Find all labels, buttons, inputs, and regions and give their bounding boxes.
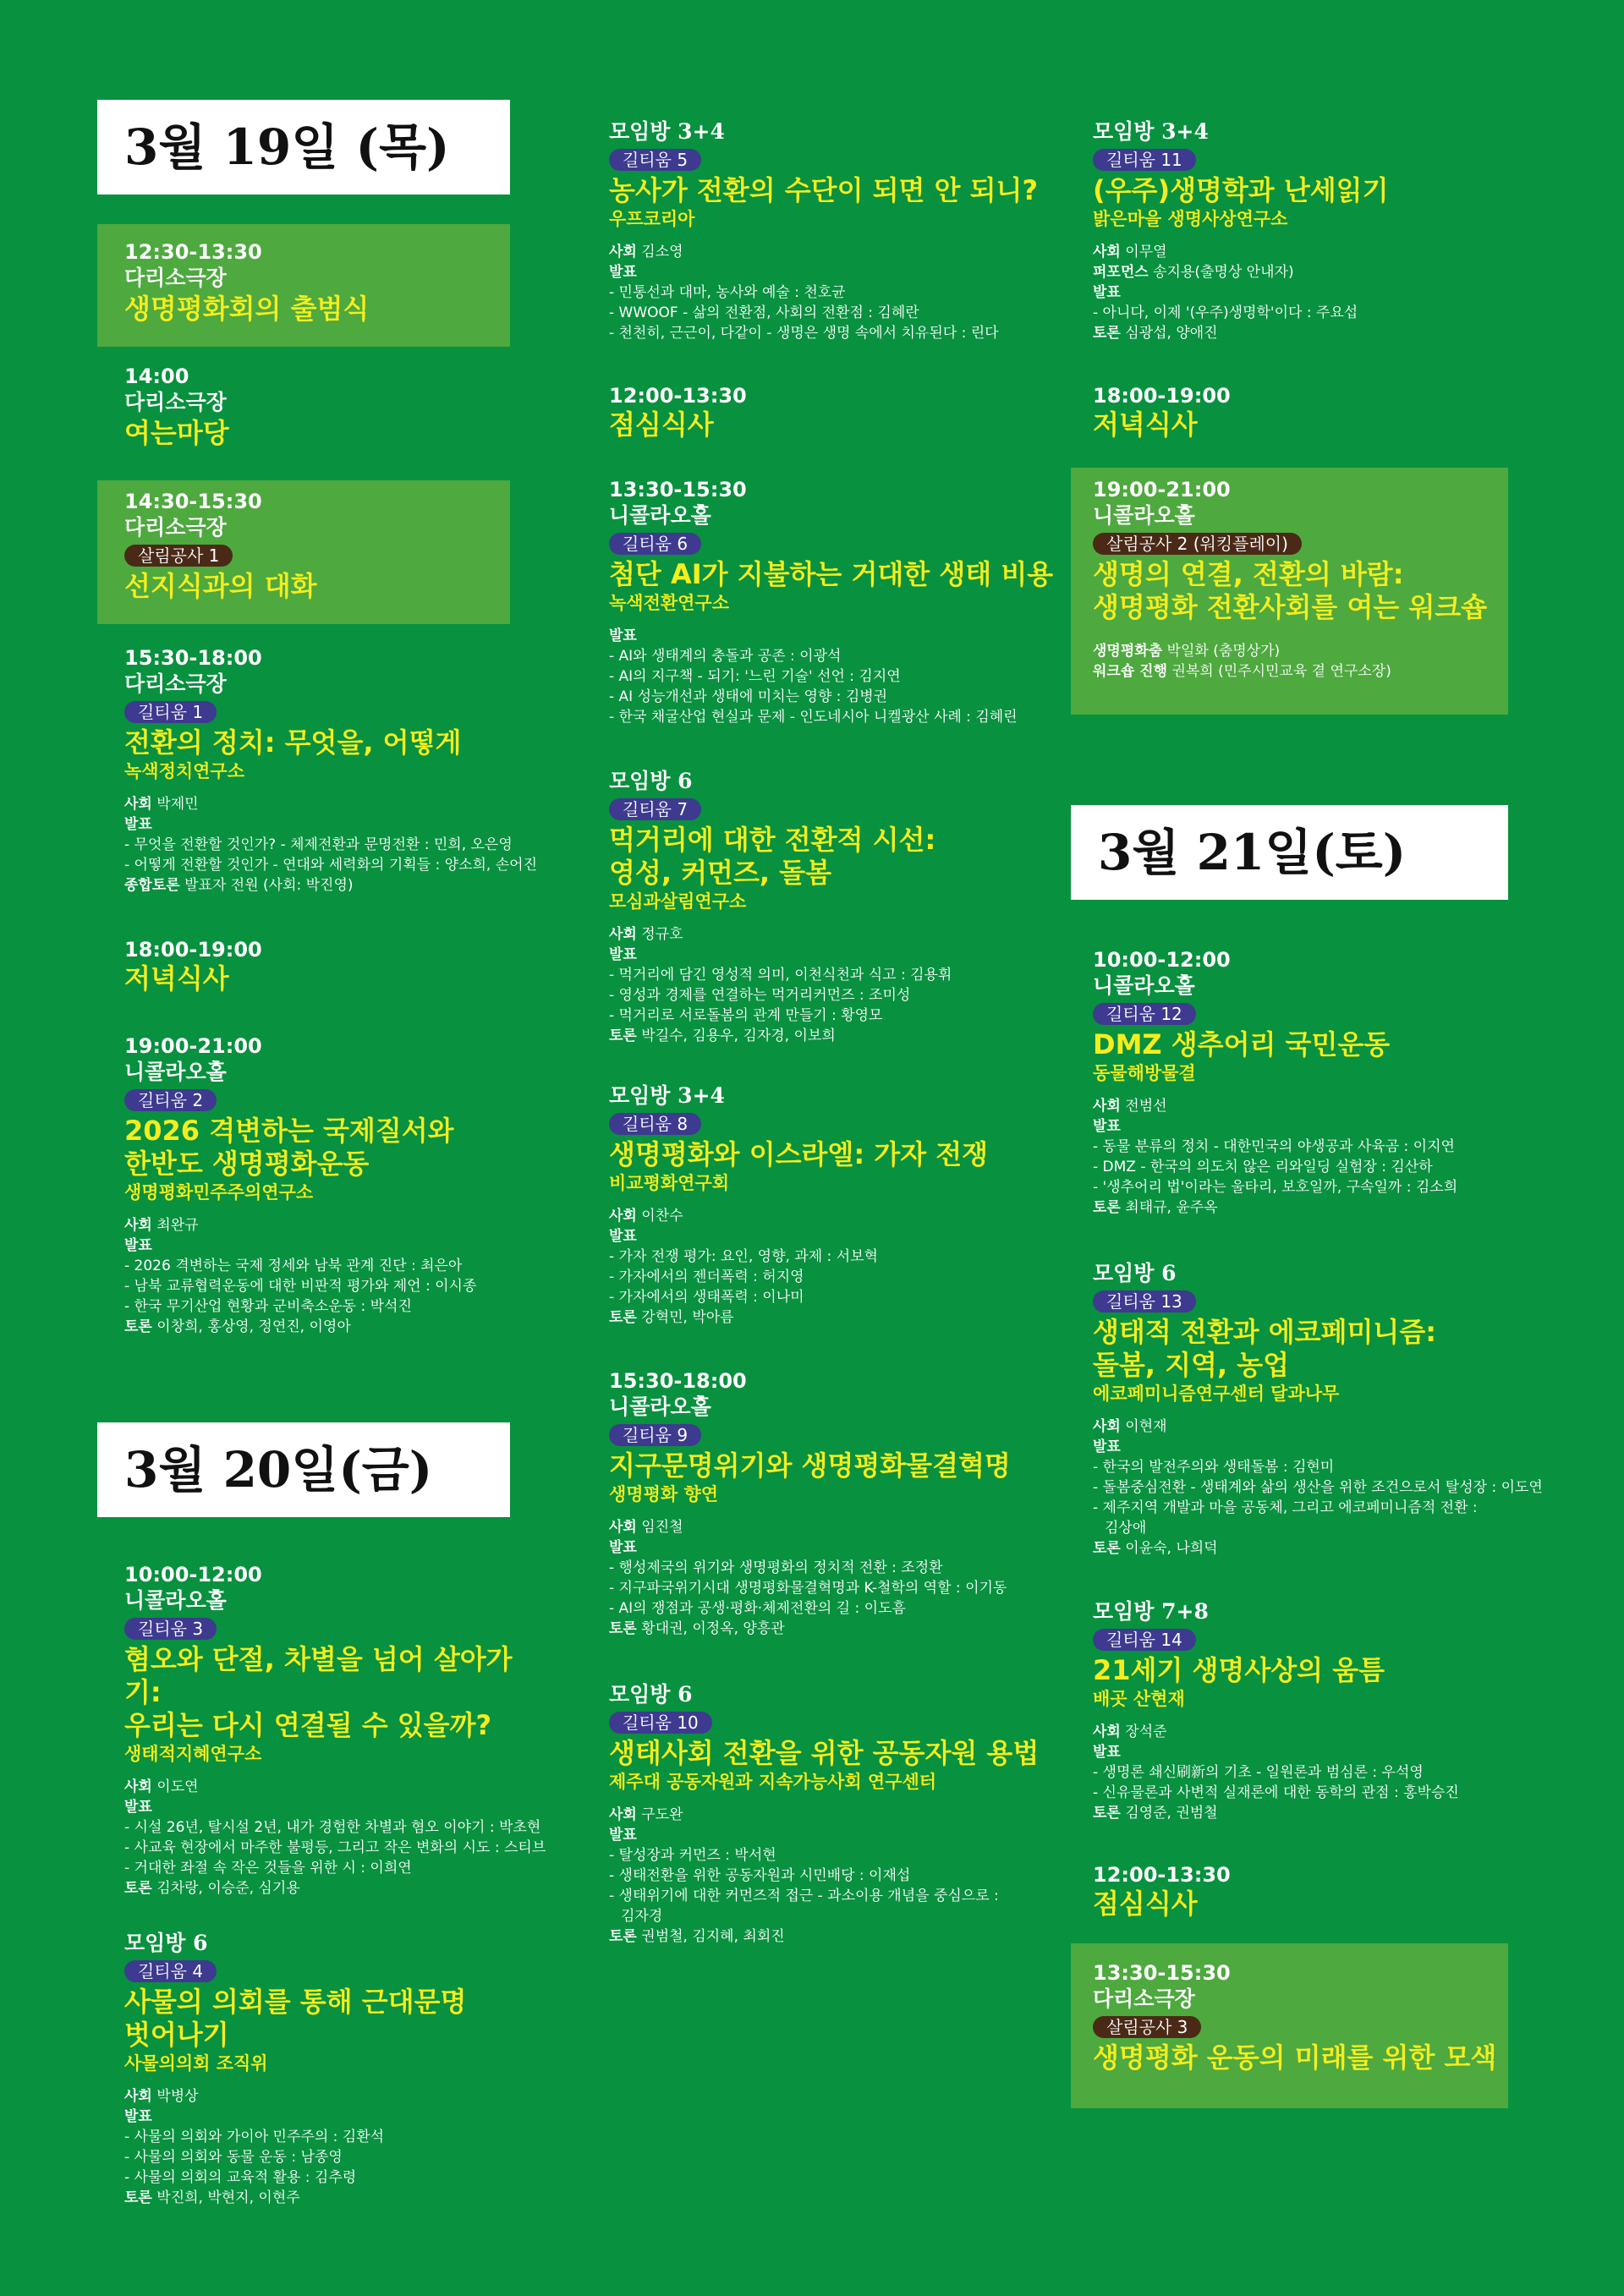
session-gilteum-1 [124,645,537,896]
session-organizer: 생명평화 향연 [609,1483,719,1504]
presentation-item: - 사물의 의회와 동물 운동 : 남종영 [124,2148,343,2166]
session-lunch-day3 [1093,1862,1499,1921]
discussion-label: 토론 [124,1318,152,1335]
discussion-label: 토론 [124,1879,152,1897]
presentation-item: 김상애 [1105,1519,1147,1537]
session-details [1093,1417,1543,1559]
session-title: 점심식사 [1093,1888,1198,1920]
session-title: 벗어나기 [124,2018,229,2051]
session-organizer: 밝은마을 생명사상연구소 [1093,208,1288,229]
track-badge: 길티움 9 [609,1424,701,1446]
presentation-item: - 생태위기에 대한 커먼즈적 접근 - 과소이용 개념을 중심으로 : [609,1887,999,1904]
track-badge: 길티움 2 [124,1089,217,1111]
host-label: 사회 [609,243,637,260]
session-salim-2 [1093,477,1499,682]
session-time: 12:30-13:30 [124,240,262,264]
session-time: 19:00-21:00 [124,1034,262,1058]
presentation-item: - 천천히, 근근이, 다같이 - 생명은 생명 속에서 치유된다 : 린다 [609,324,999,342]
performer: 송지용(출명상 안내자) [1153,263,1294,281]
presentation-item: - 사물의 의회와 가이아 민주주의 : 김환석 [124,2128,385,2145]
session-title: 21세기 생명사상의 움틈 [1093,1653,1385,1686]
session-venue: 니콜라오홀 [124,1060,227,1084]
session-organizer: 사물의의회 조직위 [124,2052,268,2074]
session-gilteum-3 [124,1562,546,1899]
presentation-item: - 사물의 의회의 교육적 활용 : 김추령 [124,2168,357,2186]
session-opening-madang [124,364,497,450]
session-gilteum-11 [1093,118,1516,343]
session-organizer: 우프코리아 [609,208,695,229]
session-venue: 니콜라오홀 [124,1588,227,1613]
presentation-item: - AI 성능개선과 생태에 미치는 영향 : 김병권 [609,688,888,705]
session-time: 18:00-19:00 [1093,384,1231,408]
session-details [609,924,1066,1046]
presentation-item: - 생태전환을 위한 공동자원과 시민배당 : 이재섭 [609,1866,911,1884]
discussants: 심광섭, 양애진 [1125,324,1218,342]
session-title: 2026 격변하는 국제질서와 [124,1114,454,1147]
host: 박병상 [156,2087,199,2105]
session-organizer: 생명평화민주주의연구소 [124,1181,314,1203]
discussion-label: 토론 [609,1027,637,1044]
discussion-label: 토론 [609,1927,637,1945]
discussants: 박진희, 박현지, 이현주 [156,2189,300,2206]
discussion-label: 토론 [1093,1198,1121,1216]
leader: 박일화 (춤명상가) [1166,642,1281,660]
discussants: 김차랑, 이승준, 심기용 [156,1879,300,1897]
discussants: 권범철, 김지혜, 최회진 [641,1927,785,1945]
session-gilteum-6 [609,477,1070,727]
presentation-item: - '생추어리 법'이라는 울타리, 보호일까, 구속일까 : 김소희 [1093,1178,1458,1196]
presentation-item: - 한국 채굴산업 현실과 문제 - 인도네시아 니켈광산 사례 : 김혜린 [609,708,1018,726]
host-label: 사회 [1093,1417,1121,1435]
session-title: 먹거리에 대한 전환적 시선: [609,823,936,856]
presentation-item: - 한국 무기산업 현황과 군비축소운동 : 박석진 [124,1297,412,1315]
host-label: 사회 [124,1216,152,1234]
host: 장석준 [1125,1723,1167,1740]
discussants: 이창희, 홍상영, 정연진, 이영아 [156,1318,351,1335]
discussants: 강혁민, 박아름 [641,1308,734,1326]
session-salim-1 [124,489,497,603]
presentation-item: - 탈성장과 커먼즈 : 박서현 [609,1846,776,1864]
host-label: 사회 [1093,243,1121,260]
session-venue: 모임방 6 [124,1931,208,1955]
host: 전범선 [1125,1097,1167,1115]
session-gilteum-4 [124,1930,530,2208]
presentation-item: - 가자 전쟁 평가: 요인, 영향, 과제 : 서보혁 [609,1247,878,1265]
host-label: 사회 [124,1778,152,1795]
presentation-item: - 무엇을 전환할 것인가? - 체제전환과 문명전환 : 민희, 오은영 [124,836,513,853]
session-venue: 모임방 3+4 [609,1083,725,1108]
session-time: 10:00-12:00 [1093,948,1231,972]
session-time: 14:30-15:30 [124,490,262,513]
discussants: 이윤숙, 나희덕 [1125,1539,1218,1557]
session-gilteum-10 [609,1681,1070,1947]
discussion-label: 토론 [1093,324,1121,342]
discussants: 최태규, 윤주옥 [1125,1198,1218,1216]
session-title: 생명평화 운동의 미래를 위한 모색 [1093,2041,1497,2074]
host-label: 사회 [124,2087,152,2105]
presentation-item: - 영성과 경제를 연결하는 먹거리커먼즈 : 조미성 [609,986,911,1004]
presentation-item: - 돌봄중심전환 - 생태계와 삶의 생산을 위한 조건으로서 탈성장 : 이도연 [1093,1478,1543,1496]
session-time: 15:30-18:00 [124,646,262,670]
presentation-label: 발표 [1093,283,1121,301]
discussion-label: 토론 [609,1308,637,1326]
presentation-item: - DMZ - 한국의 의도치 않은 리와일딩 실험장 : 김산하 [1093,1158,1433,1175]
presentation-item: - 신유물론과 사변적 실재론에 대한 동학의 관점 : 홍박승진 [1093,1784,1459,1801]
presentation-item: - 아니다, 이제 '(우주)생명학'이다 : 주요섭 [1093,304,1358,321]
session-time: 12:00-13:30 [609,384,747,408]
session-gilteum-9 [609,1368,1070,1639]
session-venue: 니콜라오홀 [1093,973,1195,998]
session-dinner-day1 [124,937,497,995]
session-organizer: 녹색전환연구소 [609,592,730,613]
session-venue: 다리소극장 [124,671,227,696]
session-title: 생명의 연결, 전환의 바람: [1093,557,1404,590]
session-title: 여는마당 [124,416,229,449]
presentation-label: 발표 [124,815,152,833]
session-venue: 모임방 6 [609,1682,693,1707]
session-salim-3 [1093,1960,1499,2074]
presentation-label: 발표 [609,1826,637,1844]
session-organizer: 생태적지혜연구소 [124,1743,262,1764]
performance-label: 퍼포먼스 [1093,263,1149,281]
host-label: 사회 [609,1207,637,1225]
leader-label: 생명평화춤 [1093,642,1163,660]
session-organizer: 녹색정치연구소 [124,760,245,781]
session-gilteum-5 [609,118,1066,343]
session-details [1093,1096,1516,1218]
track-badge: 길티움 14 [1093,1629,1196,1651]
track-badge: 살림공사 1 [124,545,233,567]
presentation-item: - 한국의 발전주의와 생태돌봄 : 김현미 [1093,1458,1335,1476]
discussion-label: 토론 [1093,1804,1121,1822]
session-gilteum-2 [124,1033,530,1337]
session-title: 사물의 의회를 통해 근대문명 [124,1985,467,2018]
host: 박제민 [156,795,199,813]
session-details [124,794,537,896]
track-badge: 길티움 10 [609,1712,712,1734]
session-time: 10:00-12:00 [124,1563,262,1586]
session-title: 우리는 다시 연결될 수 있을까? [124,1708,492,1741]
session-time: 15:30-18:00 [609,1369,747,1393]
presentation-item: 김자경 [621,1907,663,1925]
track-badge: 길티움 11 [1093,149,1196,171]
session-lunch-day2 [609,383,1049,441]
presentation-label: 발표 [609,1538,637,1556]
host-label: 사회 [609,925,637,943]
session-title: 혐오와 단절, 차별을 넘어 살아가기: [124,1642,513,1708]
session-title: 생명평화회의 출범식 [124,292,370,325]
session-gilteum-12 [1093,947,1516,1218]
track-badge: 길티움 4 [124,1960,217,1982]
presentation-item: - 거대한 좌절 속 작은 것들을 위한 시 : 이희연 [124,1859,412,1877]
track-badge: 길티움 6 [609,533,701,555]
discussion-label: 토론 [1093,1539,1121,1557]
session-title: 농사가 전환의 수단이 되면 안 되니? [609,173,1039,206]
host: 임진철 [641,1518,683,1536]
presentation-label: 발표 [609,945,637,963]
session-gilteum-8 [609,1082,1066,1328]
session-title: DMZ 생추어리 국민운동 [1093,1027,1391,1060]
session-venue: 니콜라오홀 [609,503,711,528]
session-details [609,242,1066,343]
presentation-item: - 가자에서의 젠더폭력 : 허지영 [609,1268,804,1285]
session-details [609,1517,1070,1639]
discussion-label: 토론 [124,2189,152,2206]
presentation-label: 발표 [1093,1117,1121,1135]
session-gilteum-7 [609,768,1066,1046]
session-details [609,626,1070,727]
session-time: 14:00 [124,364,189,388]
track-badge: 길티움 5 [609,149,701,171]
session-venue: 니콜라오홀 [609,1395,711,1419]
presentation-item: - 생명론 쇄신刷新의 기초 - 일원론과 범심론 : 우석영 [1093,1763,1424,1781]
session-gilteum-13 [1093,1260,1543,1559]
session-venue: 다리소극장 [124,266,227,290]
session-venue: 니콜라오홀 [1093,503,1195,528]
date-header-day3: 3월 21일(토) [1071,805,1508,900]
session-details [124,2086,530,2208]
presentation-item: - 행성제국의 위기와 생명평화의 정치적 전환 : 조정환 [609,1559,943,1576]
presentation-item: - 2026 격변하는 국제 정세와 남북 관계 진단 : 최은아 [124,1257,463,1274]
presentation-item: - AI의 지구책 - 되기: '느린 기술' 선언 : 김지연 [609,667,901,685]
host-label: 사회 [1093,1723,1121,1740]
track-badge: 살림공사 3 [1093,2016,1201,2038]
presentation-item: - 가자에서의 생태폭력 : 이나미 [609,1288,804,1306]
host: 이도연 [156,1778,199,1795]
session-details [124,1215,530,1337]
session-title: 점심식사 [609,408,714,441]
session-title: 저녁식사 [124,962,229,995]
presentation-label: 발표 [609,263,637,281]
session-organizer: 모심과살림연구소 [609,890,747,912]
session-title: 생명평화 전환사회를 여는 워크숍 [1093,590,1488,623]
host-label: 사회 [609,1806,637,1823]
session-title: 한반도 생명평화운동 [124,1147,370,1180]
host: 최완규 [156,1216,199,1234]
presentation-item: - 어떻게 전환할 것인가 - 연대와 세력화의 기획들 : 양소희, 손어진 [124,856,537,874]
session-venue: 모임방 7+8 [1093,1599,1209,1624]
host: 정규호 [641,925,683,943]
session-time: 13:30-15:30 [1093,1961,1231,1985]
session-title: 지구문명위기와 생명평화물결혁명 [609,1449,1011,1482]
presentation-label: 발표 [124,1236,152,1254]
presentation-item: - AI와 생태계의 충돌과 공존 : 이광석 [609,647,842,665]
session-venue: 다리소극장 [124,390,227,414]
session-title: 생태적 전환과 에코페미니즘: [1093,1315,1437,1348]
discussion-label: 토론 [609,1619,637,1637]
presentation-item: - 제주지역 개발과 마을 공동체, 그리고 에코페미니즘적 전환 : [1093,1499,1478,1516]
session-venue: 다리소극장 [124,515,227,540]
track-badge: 길티움 8 [609,1113,701,1135]
session-time: 19:00-21:00 [1093,478,1231,501]
presentation-item: - WWOOF - 삶의 전환점, 사회의 전환점 : 김혜란 [609,304,919,321]
session-time: 13:30-15:30 [609,478,747,501]
presentation-item: - 시설 26년, 탈시설 2년, 내가 경험한 차별과 혐오 이야기 : 박초현 [124,1818,541,1836]
discussants: 황대권, 이정옥, 양흥관 [641,1619,785,1637]
session-organizer: 제주대 공동자원과 지속가능사회 연구센터 [609,1771,937,1792]
presentation-item: - 지구파국위기시대 생명평화물결혁명과 K-철학의 역할 : 이기동 [609,1579,1007,1597]
presentation-label: 발표 [609,1227,637,1245]
session-details [609,1206,1066,1328]
session-gilteum-14 [1093,1598,1516,1823]
host-label: 사회 [609,1518,637,1536]
host: 이무열 [1125,243,1167,260]
session-title: 돌봄, 지역, 농업 [1093,1348,1290,1381]
presentation-item: - 민통선과 대마, 농사와 예술 : 천호균 [609,283,846,301]
session-details [124,1777,546,1899]
session-details [609,1805,1070,1947]
session-organizer: 배곳 산현재 [1093,1688,1185,1709]
host: 이찬수 [641,1207,683,1225]
presentation-item: - AI의 쟁점과 공생·평화·체제전환의 길 : 이도흠 [609,1599,906,1617]
leader-label: 워크숍 진행 [1093,662,1168,680]
presentation-label: 발표 [1093,1438,1121,1455]
session-details [1093,1722,1516,1823]
discussion-label: 종합토론 [124,876,180,894]
discussants: 김영준, 권범철 [1125,1804,1218,1822]
session-details [1093,641,1499,682]
presentation-label: 발표 [609,627,637,644]
host-label: 사회 [124,795,152,813]
presentation-item: - 사교육 현장에서 마주한 불평등, 그리고 작은 변화의 시도 : 스티브 [124,1838,546,1856]
session-time: 12:00-13:30 [1093,1863,1231,1887]
session-opening-ceremony [124,239,497,326]
track-badge: 길티움 12 [1093,1003,1196,1025]
presentation-label: 발표 [1093,1743,1121,1761]
host: 김소영 [641,243,683,260]
session-organizer: 동물해방물결 [1093,1062,1196,1083]
host: 구도완 [641,1806,683,1823]
session-venue: 모임방 6 [609,769,693,793]
presentation-item: - 남북 교류협력운동에 대한 비판적 평가와 제언 : 이시종 [124,1277,477,1295]
leader: 권복희 (민주시민교육 곁 연구소장) [1171,662,1391,680]
discussants: 박길수, 김용우, 김자경, 이보희 [641,1027,836,1044]
track-badge: 길티움 1 [124,701,217,723]
track-badge: 길티움 7 [609,798,701,820]
session-title: 생명평화와 이스라엘: 가자 전쟁 [609,1137,989,1170]
session-venue: 모임방 3+4 [609,119,725,144]
session-title: 첨단 AI가 지불하는 거대한 생태 비용 [609,557,1054,590]
track-badge: 살림공사 2 (워킹플레이) [1093,533,1302,555]
date-header-day1: 3월 19일 (목) [97,100,510,195]
session-venue: 모임방 6 [1093,1261,1177,1285]
presentation-item: - 먹거리로 서로돌봄의 관계 만들기 : 황영모 [609,1006,883,1024]
session-title: 선지식과의 대화 [124,569,317,602]
session-title: 저녁식사 [1093,408,1198,441]
session-title: 영성, 커먼즈, 돌봄 [609,856,831,889]
session-title: 전환의 정치: 무엇을, 어떻게 [124,726,462,759]
date-header-day2: 3월 20일(금) [97,1422,510,1517]
session-venue: 모임방 3+4 [1093,119,1209,144]
session-organizer: 에코페미니즘연구센터 달과나무 [1093,1383,1340,1404]
presentation-label: 발표 [124,1798,152,1816]
session-venue: 다리소극장 [1093,1986,1195,2011]
session-dinner-day2 [1093,383,1499,441]
session-time: 18:00-19:00 [124,938,262,962]
track-badge: 길티움 3 [124,1618,217,1640]
host-label: 사회 [1093,1097,1121,1115]
session-details [1093,242,1516,343]
track-badge: 길티움 13 [1093,1290,1196,1312]
session-title: 생태사회 전환을 위한 공동자원 용법 [609,1736,1040,1769]
presentation-item: - 동물 분류의 정치 - 대한민국의 야생공과 사육곰 : 이지연 [1093,1137,1455,1155]
host: 이현재 [1125,1417,1167,1435]
presentation-item: - 먹거리에 담긴 영성적 의미, 이천식천과 식고 : 김용휘 [609,966,952,984]
discussants: 발표자 전원 (사회: 박진영) [184,876,354,894]
presentation-label: 발표 [124,2107,152,2125]
session-title: (우주)생명학과 난세읽기 [1093,173,1389,206]
session-organizer: 비교평화연구회 [609,1172,730,1193]
